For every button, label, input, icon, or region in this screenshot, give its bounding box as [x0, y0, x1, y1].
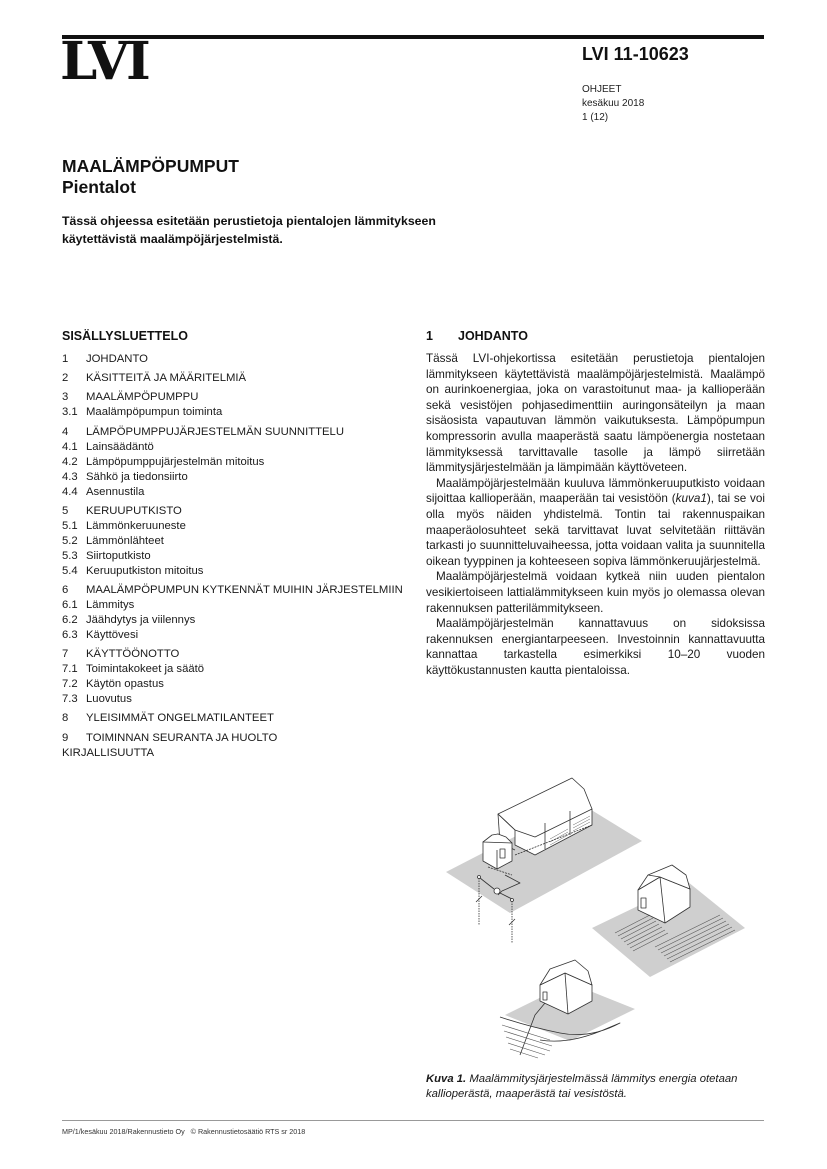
document-id: LVI 11-10623 — [582, 44, 689, 64]
toc-item-label: KÄSITTEITÄ JA MÄÄRITELMIÄ — [86, 372, 247, 385]
toc-item-label: Maalämpöpumpun toiminta — [86, 406, 223, 419]
toc-item[interactable] — [62, 731, 412, 746]
page-title — [62, 156, 239, 198]
toc-item-label: MAALÄMPÖPUMPUN KYTKENNÄT MUIHIN JÄRJESTELMIIN — [86, 583, 403, 596]
toc-item[interactable] — [62, 504, 412, 519]
paragraph: Tässä LVI-ohjekortissa esitetään perustietoja pientalojen lämmitykseen käytettävistä maalämpöjärjestelmistä. Maalämpö on aurinkoenergiaa, joka on varastoitunut maa- ja kallioperään sekä vesistöjen pohjasedimenttiin auringonsäteilyn ja maan sisäosista vapautuvan lämmön vaikutuksesta. Lämpöpumpun kompressorin avulla maaperästä saatu lämpöenergia nostetaan lämmityksessä tarvittavalle tasolle ja lämpö siirretään lämmitysjärjestelmään ja lämpimään käyttöveteen. — [426, 352, 765, 475]
toc-item-label: Sähkö ja tiedonsiirto — [86, 470, 188, 483]
footer-text: MP/1/kesäkuu 2018/Rakennustieto Oy © Rakennustietosäätiö RTS sr 2018 — [62, 1127, 306, 1136]
paragraph — [426, 476, 765, 570]
toc-item[interactable] — [62, 598, 412, 613]
toc-item[interactable] — [62, 746, 412, 761]
toc-item[interactable] — [62, 692, 412, 707]
lake-loop-scene — [500, 960, 635, 1058]
toc-item-number: 4 — [62, 425, 69, 438]
toc-item-label: MAALÄMPÖPUMPPU — [86, 391, 199, 404]
toc-item-number: 6.3 — [62, 628, 78, 641]
section-title: JOHDANTO — [458, 329, 528, 343]
toc-item[interactable] — [62, 485, 412, 500]
toc-item-label: KIRJALLISUUTTA — [62, 746, 155, 759]
caption-text: Maalämmitysjärjestelmässä lämmitys energia otetaan kallioperästä, maaperästä tai vesistöstä. — [426, 1073, 738, 1100]
toc-item-label: Keruuputkiston mitoitus — [86, 564, 204, 577]
toc-item[interactable] — [62, 647, 412, 662]
section-number: 1 — [426, 329, 433, 343]
toc-item-label: Lämmitys — [86, 598, 135, 611]
footer-rule — [62, 1120, 764, 1121]
toc-item[interactable] — [62, 564, 412, 579]
toc-item-number: 4.3 — [62, 470, 78, 483]
toc-item-number: 8 — [62, 712, 69, 725]
title-sub: Pientalot — [62, 177, 136, 197]
toc-heading: SISÄLLYSLUETTELO — [62, 329, 188, 343]
toc-item-label: TOIMINNAN SEURANTA JA HUOLTO — [86, 731, 278, 744]
toc-item[interactable] — [62, 371, 412, 386]
toc-item-number: 4.2 — [62, 455, 78, 468]
paragraph-text: ), tai se voi olla myös näiden yhdistelmä. Tontin tai rakennuspaikan maaperäolosuhteet sekä tarvittavat luvat selvitetään riittävän tarkasti jo suunnitteluvaiheessa, jotta voidaan valita ja suunnitella oikean tyyppinen ja kohteeseen sopiva lämmönkeruujärjestelmä. — [426, 492, 765, 568]
toc-item-label: LÄMPÖPUMPPUJÄRJESTELMÄN SUUNNITTELU — [86, 425, 344, 438]
toc-item-label: Toimintakokeet ja säätö — [86, 663, 205, 676]
toc-item-label: YLEISIMMÄT ONGELMATILANTEET — [86, 712, 274, 725]
toc-item[interactable] — [62, 519, 412, 534]
header-rule — [62, 35, 764, 39]
figure-caption — [426, 1072, 771, 1102]
toc-item[interactable] — [62, 425, 412, 440]
toc-item-number: 4.4 — [62, 485, 78, 498]
paragraph-text: Maalämpöjärjestelmään kuuluva lämmönkeruuputkisto voidaan sijoittaa kallioperään, maaperään tai vesistöön ( — [426, 476, 765, 506]
toc-item-label: Lämpöpumppujärjestelmän mitoitus — [86, 455, 265, 468]
toc-item[interactable] — [62, 440, 412, 455]
document-type: OHJEET — [582, 84, 622, 95]
toc-item-number: 7 — [62, 648, 69, 661]
ground-heat-illustration — [420, 765, 800, 1065]
paragraph: Maalämpöjärjestelmän kannattavuus on sidoksissa rakennuksen energiantarpeeseen. Investoinnin kannattavuutta kannattaa tarkastella esimerkiksi 10–20 vuoden käyttökustannusten kautta pientaloissa. — [426, 617, 765, 677]
toc-item-number: 5.4 — [62, 564, 78, 577]
toc-item[interactable] — [62, 549, 412, 564]
section-body — [426, 351, 765, 678]
caption-label: Kuva 1. — [426, 1073, 467, 1085]
toc-item[interactable] — [62, 352, 412, 367]
document-meta — [582, 83, 644, 125]
toc-item-number: 2 — [62, 372, 69, 385]
ground-loop-scene — [592, 865, 745, 977]
title-main: MAALÄMPÖPUMPUT — [62, 156, 239, 176]
toc-item-number: 6.2 — [62, 613, 78, 626]
toc-item[interactable] — [62, 455, 412, 470]
toc-item-number: 1 — [62, 353, 69, 365]
toc-item-number: 3.1 — [62, 406, 78, 419]
toc-item-number: 5.3 — [62, 549, 78, 562]
toc-item-label: KERUUPUTKISTO — [86, 504, 182, 517]
toc-item-label: Luovutus — [86, 693, 132, 706]
toc-item[interactable] — [62, 534, 412, 549]
toc-item-number: 5.2 — [62, 534, 78, 547]
lead-paragraph: Tässä ohjeessa esitetään perustietoja pientalojen lämmitykseen käytettävistä maalämpöjärjestelmistä. — [62, 214, 436, 246]
toc-item-number: 6 — [62, 583, 69, 596]
table-of-contents — [62, 352, 412, 761]
toc-item[interactable] — [62, 390, 412, 405]
toc-item-label: Lainsäädäntö — [86, 440, 154, 453]
toc-item-number: 3 — [62, 391, 69, 404]
toc-item-number: 5.1 — [62, 519, 78, 532]
toc-item[interactable] — [62, 470, 412, 485]
toc-item[interactable] — [62, 711, 412, 726]
toc-item-number: 7.2 — [62, 678, 78, 691]
toc-item-number: 7.1 — [62, 663, 78, 676]
figure-reference[interactable]: kuva1 — [675, 492, 707, 506]
toc-item-label: Käytön opastus — [86, 678, 164, 691]
document-date: kesäkuu 2018 — [582, 98, 645, 109]
paragraph: Maalämpöjärjestelmä voidaan kytkeä niin uuden pientalon vesikiertoiseen lattialämmitykseen kuin myös jo olemassa olevan rakennuksen patterilämmitykseen. — [426, 570, 765, 615]
toc-item-label: JOHDANTO — [86, 353, 148, 365]
page-number: 1 (12) — [582, 112, 609, 123]
toc-item-label: Lämmönlähteet — [86, 534, 164, 547]
toc-item-number: 6.1 — [62, 598, 78, 611]
toc-item[interactable] — [62, 405, 412, 420]
toc-item[interactable] — [62, 628, 412, 643]
toc-item[interactable] — [62, 677, 412, 692]
toc-item-label: Asennustila — [86, 485, 145, 498]
section-heading — [426, 329, 528, 343]
lvi-logo: LVI — [60, 31, 148, 92]
toc-item[interactable] — [62, 662, 412, 677]
toc-item-label: KÄYTTÖÖNOTTO — [86, 648, 180, 661]
toc-item-label: Siirtoputkisto — [86, 549, 151, 562]
toc-item-label: Jäähdytys ja viilennys — [86, 613, 196, 626]
toc-item[interactable] — [62, 583, 412, 598]
toc-item-number: 4.1 — [62, 440, 78, 453]
toc-item[interactable] — [62, 613, 412, 628]
toc-item-number: 5 — [62, 504, 69, 517]
toc-item-label: Käyttövesi — [86, 628, 139, 641]
manifold — [494, 888, 500, 894]
toc-item-number: 7.3 — [62, 693, 78, 706]
toc-item-label: Lämmönkeruuneste — [86, 519, 186, 532]
toc-item-number: 9 — [62, 731, 69, 744]
